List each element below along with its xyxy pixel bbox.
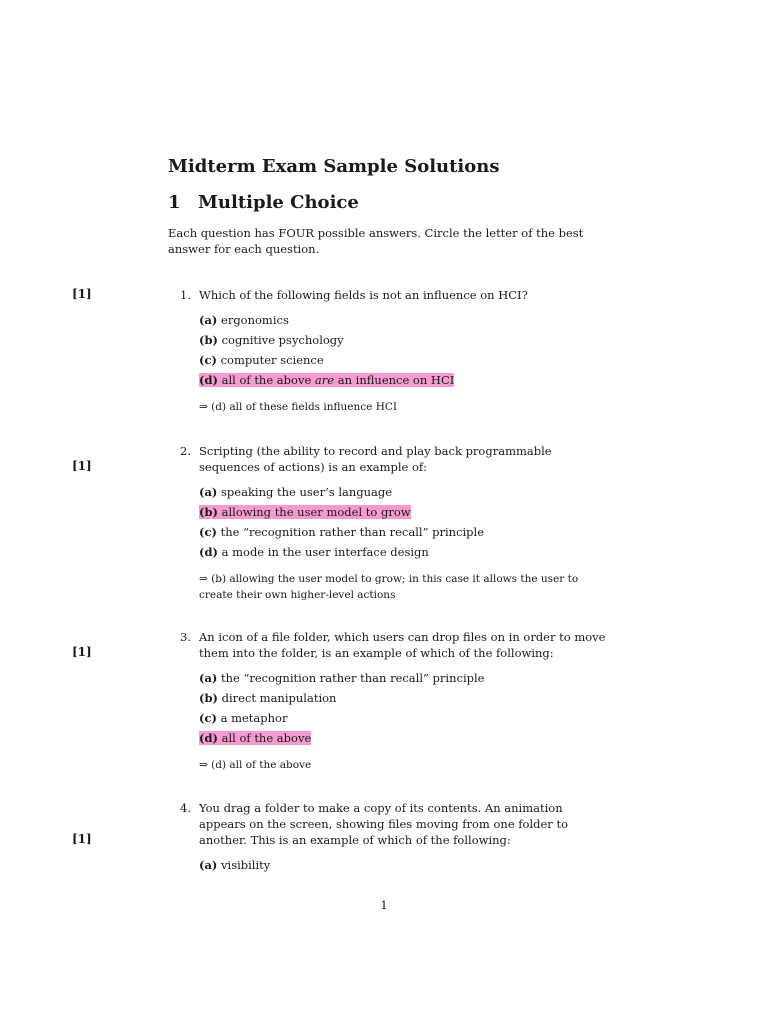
question-2 bbox=[180, 443, 610, 603]
question-number: 1. bbox=[180, 288, 191, 302]
marks-q3: [1] bbox=[72, 645, 92, 659]
option-a: (a) ergonomics bbox=[199, 313, 289, 327]
option-d-highlighted: (d) all of the above bbox=[199, 731, 312, 745]
options-list bbox=[180, 484, 610, 560]
question-stem bbox=[180, 629, 610, 661]
doc-title: Midterm Exam Sample Solutions bbox=[168, 156, 500, 177]
marks-q1: [1] bbox=[72, 287, 92, 301]
question-number: 2. bbox=[180, 444, 191, 458]
question-text: Scripting (the ability to record and play back programmable sequences of actions) is an example of: bbox=[199, 444, 552, 474]
intro-text: Each question has FOUR possible answers. Circle the letter of the best answer for each question. bbox=[168, 226, 584, 256]
question-text: An icon of a file folder, which users can drop files on in order to move them into the folder, is an example of which of the following: bbox=[199, 630, 606, 660]
question-text: You drag a folder to make a copy of its contents. An animation appears on the screen, showing files moving from one folder to another. This is an example of which of the following: bbox=[199, 801, 569, 847]
option-c: (c) the “recognition rather than recall” principle bbox=[199, 525, 485, 539]
section-number: 1 bbox=[168, 192, 181, 213]
answer-explanation: ⇒ (b) allowing the user model to grow; in this case it allows the user to create their own higher-level actions bbox=[199, 573, 579, 601]
option-d: (d) a mode in the user interface design bbox=[199, 545, 429, 559]
question-number: 3. bbox=[180, 630, 191, 644]
question-stem bbox=[180, 443, 610, 475]
marks-q2: [1] bbox=[72, 459, 92, 473]
marks-q4: [1] bbox=[72, 832, 92, 846]
answer-explanation: ⇒ (d) all of the above bbox=[199, 759, 312, 771]
question-text: Which of the following fields is not an influence on HCI? bbox=[199, 288, 528, 302]
options-list bbox=[180, 312, 610, 388]
question-stem bbox=[180, 287, 610, 303]
answer-explanation: ⇒ (d) all of these fields influence HCI bbox=[199, 401, 398, 413]
question-number: 4. bbox=[180, 801, 191, 815]
option-a: (a) speaking the user’s language bbox=[199, 485, 393, 499]
option-c: (c) a metaphor bbox=[199, 711, 288, 725]
question-4 bbox=[180, 800, 610, 873]
question-3 bbox=[180, 629, 610, 773]
option-b-highlighted: (b) allowing the user model to grow bbox=[199, 505, 411, 519]
section-heading bbox=[168, 192, 359, 213]
options-list bbox=[180, 857, 610, 873]
option-b: (b) direct manipulation bbox=[199, 691, 337, 705]
section-title: Multiple Choice bbox=[198, 192, 359, 213]
options-list bbox=[180, 670, 610, 746]
option-b: (b) cognitive psychology bbox=[199, 333, 344, 347]
option-d-highlighted: (d) all of the above are an influence on HCI bbox=[199, 373, 455, 387]
option-a: (a) the “recognition rather than recall” principle bbox=[199, 671, 485, 685]
question-1 bbox=[180, 287, 610, 415]
page-number: 1 bbox=[380, 898, 388, 912]
option-a: (a) visibility bbox=[199, 858, 271, 872]
question-stem bbox=[180, 800, 610, 848]
option-c: (c) computer science bbox=[199, 353, 324, 367]
